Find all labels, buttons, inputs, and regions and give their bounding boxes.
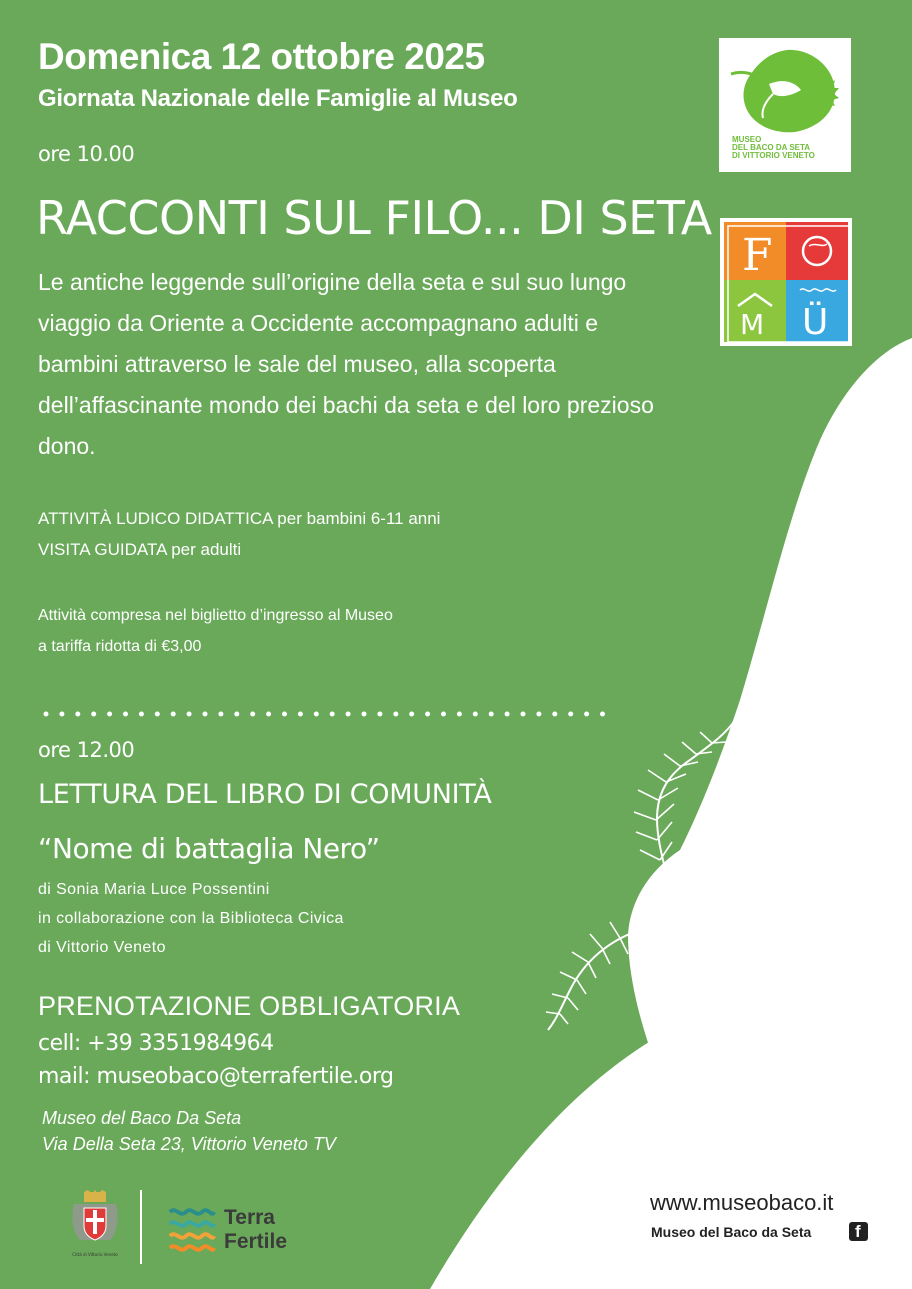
activity-children-detail: per bambini 6-11 anni <box>272 509 441 528</box>
ticket-note-line1: Attività compresa nel biglietto d’ingresso al Museo <box>38 607 393 624</box>
fmu-letter-f: F <box>742 230 773 281</box>
activity-adults-detail: per adulti <box>166 540 242 559</box>
booking-phone[interactable]: cell: +39 3351984964 <box>38 1031 274 1056</box>
terra-fertile-waves-icon <box>168 1206 216 1252</box>
collaboration-line: in collaborazione con la Biblioteca Civica <box>38 910 344 927</box>
book-title: “Nome di battaglia Nero” <box>38 832 380 865</box>
dotted-divider <box>42 704 607 724</box>
activity-adults-label: VISITA GUIDATA <box>38 540 167 559</box>
booking-email[interactable]: mail: museobaco@terrafertile.org <box>38 1064 394 1089</box>
author-line: di Sonia Maria Luce Possentini <box>38 881 270 898</box>
address-museum: Museo del Baco Da Seta <box>42 1108 242 1128</box>
booking-heading: PRENOTAZIONE OBBLIGATORIA <box>38 991 461 1021</box>
event2-title: LETTURA DEL LIBRO DI COMUNITÀ <box>38 779 492 810</box>
museum-logo <box>719 38 851 172</box>
event1-description: Le antiche leggende sull’origine della seta e sul suo lungo viaggio da Oriente a Occidente accompagnano adulti e bambini attraverso le sale del museo, alla scoperta dell’affascinante mondo dei bachi da seta e del loro prezioso dono. <box>38 269 654 459</box>
fmu-logo-graphic <box>720 218 852 346</box>
facebook-icon[interactable]: f <box>849 1222 868 1241</box>
terra-fertile-line2: Fertile <box>224 1230 288 1253</box>
facebook-page-name[interactable]: Museo del Baco da Seta <box>651 1224 812 1240</box>
fmu-letter-m: M <box>740 308 765 341</box>
city-caption: Città di Vittorio Veneto <box>72 1252 118 1257</box>
event-date: Domenica 12 ottobre 2025 <box>38 36 485 77</box>
fmu-letter-u: Ü <box>802 302 829 343</box>
museum-logo-line3: DI VITTORIO VENETO <box>732 151 815 160</box>
city-crest-icon <box>70 1190 120 1260</box>
fmu-logo <box>720 218 852 346</box>
museum-logo-text <box>732 136 815 160</box>
ticket-note-line2: a tariffa ridotta di €3,00 <box>38 638 202 655</box>
city-line: di Vittorio Veneto <box>38 939 166 956</box>
museum-logo-line1: MUSEO <box>732 135 762 144</box>
event1-time: ore 10.00 <box>38 142 135 166</box>
activity-adults <box>38 534 241 565</box>
website-link[interactable]: www.museobaco.it <box>650 1190 834 1215</box>
event2-time: ore 12.00 <box>38 738 135 762</box>
footer-separator <box>140 1190 142 1264</box>
museum-logo-line2: DEL BACO DA SETA <box>732 143 811 152</box>
address-street: Via Della Seta 23, Vittorio Veneto TV <box>42 1134 336 1154</box>
book-credits <box>38 875 344 962</box>
terra-fertile-line1: Terra <box>224 1206 275 1229</box>
activity-children <box>38 503 440 534</box>
activity-children-label: ATTIVITÀ LUDICO DIDATTICA <box>38 509 273 528</box>
event1-title: RACCONTI SUL FILO... DI SETA <box>36 191 712 245</box>
leaf-logo-icon <box>729 44 841 136</box>
event-subtitle: Giornata Nazionale delle Famiglie al Museo <box>38 85 518 112</box>
